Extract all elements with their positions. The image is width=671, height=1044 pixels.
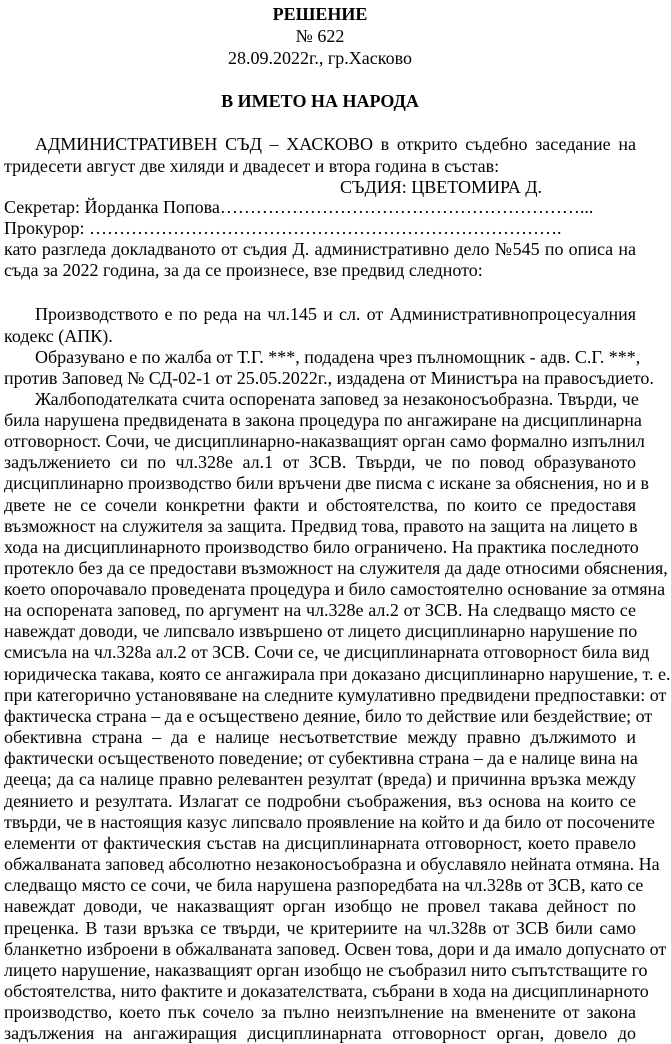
body-line: протекло без да се предостави възможност на служителя да даде относими обяснения,	[4, 558, 668, 578]
decision-title: РЕШЕНИЕ	[272, 4, 368, 24]
body-line: била нарушена предвидената в закона процедура по ангажиране на дисциплинарна	[4, 410, 642, 430]
decision-date-place: 28.09.2022г., гр.Хасково	[228, 48, 412, 68]
body-line: обжалваната заповед абсолютно незаконосъобразна и обуславяло нейната отмяна. На	[4, 854, 660, 874]
intro-line: АДМИНИСТРАТИВЕН СЪД – ХАСКОВО в открито съдебно заседание на	[35, 134, 636, 154]
body-line: следващо място се сочи, че била нарушена разпоредбата на чл.328в от ЗСВ, като се	[4, 875, 644, 895]
body-line: твърди, че в настоящия казус липсвало проявление на който и да било от посочените	[4, 812, 655, 832]
body-line: Жалбоподателката счита оспорената заповед за незаконосъобразна. Твърди, че	[35, 389, 639, 409]
body-line: навеждат доводи, че липсвало извършено от лицето дисциплинарно нарушение по	[4, 621, 638, 641]
body-line: задължението си по чл.328е ал.1 от ЗСВ. Твърди, че по повод образуваното	[4, 452, 636, 472]
body-line: елементи от фактическия състав на дисциплинарната отговорност, което правело	[4, 833, 636, 853]
secretary-line: Секретар: Йорданка Попова……………………………………………………...	[4, 197, 594, 217]
body-line: бланкетно изброени в обжалваната заповед. Освен това, дори и да имало допуснато от	[4, 939, 667, 959]
judge-line: СЪДИЯ: ЦВЕТОМИРА Д.	[340, 177, 543, 197]
body-line: деянието и резултата. Излагат се подробни съображения, въз основа на които се	[4, 791, 636, 811]
body-line: при категорично установяване на следните кумулативно предвидени предпоставки: от	[4, 685, 667, 705]
intro-line: съда за 2022 година, за да се произнесе, взе предвид следното:	[4, 260, 483, 280]
body-line: отговорност. Сочи, че дисциплинарно-наказващият орган само формално изпълнил	[4, 431, 645, 451]
intro-line: като разгледа докладваното от съдия Д. административно дело №545 по описа на	[4, 239, 636, 259]
body-line: лицето нарушение, наказващият орган изобщо не съобразил нито съпътстващите го	[4, 960, 648, 980]
body-line: против Заповед № СД-02-1 от 25.05.2022г., издадена от Министъра на правосъдието.	[4, 368, 654, 388]
intro-line: тридесети август две хиляди и двадесет и втора година в състав:	[4, 156, 500, 176]
body-line: задължения на ангажиращия дисциплинарната отговорност орган, довело до	[4, 1023, 636, 1043]
body-line: фактически осъщественото поведение; от субективна страна – да е налице вина на	[4, 748, 638, 768]
body-line: дисциплинарно производство били връчени две писма с искане за обяснения, но и в	[4, 473, 649, 493]
body-line: Образувано е по жалба от Т.Г. ***, подадена чрез пълномощник - адв. С.Г. ***,	[35, 347, 641, 367]
body-line: преценка. В тази връзка се твърди, че критериите на чл.328в от ЗСВ били само	[4, 918, 636, 938]
in-the-name-heading: В ИМЕТО НА НАРОДА	[221, 91, 419, 111]
body-line: възможност на служителя за защита. Предвид това, правото на защита на лицето в	[4, 516, 638, 536]
body-line: Производството е по реда на чл.145 и сл. от Административнопроцесуалния	[35, 304, 636, 324]
body-line: на оспорената заповед, по аргумент на чл.328е ал.2 от ЗСВ. На следващо място се	[4, 600, 636, 620]
body-line: което опорочавало проведената процедура и било самостоятелно основание за отмяна	[4, 579, 666, 599]
prosecutor-line: Прокурор: …………………………………………………………………….	[4, 218, 562, 238]
body-line: юридическа такава, която се ангажирала при доказано дисциплинарно нарушение, т. е.	[4, 664, 671, 684]
body-line: навеждат доводи, че наказващият орган изобщо не провел такава дейност по	[4, 896, 636, 916]
body-line: хода на дисциплинарното производство било ограничено. На практика последното	[4, 537, 639, 557]
decision-number: № 622	[295, 26, 345, 46]
body-line: смисъла на чл.328а ал.2 от ЗСВ. Сочи се, че дисциплинарната отговорност била вид	[4, 642, 650, 662]
body-line: обективна страна – да е налице несъответствие между правно дължимото и	[4, 727, 636, 747]
body-line: производство, което пък сочело за пълно неизпълнение на вменените от закона	[4, 1002, 636, 1022]
body-line: дееца; да са налице правно релевантен резултат (вреда) и причинна връзка между	[4, 769, 636, 789]
body-line: обстоятелства, нито фактите и доказателствата, събрани в хода на дисциплинарното	[4, 981, 649, 1001]
body-line: кодекс (АПК).	[4, 326, 113, 346]
body-line: фактическа страна – да е осъществено деяние, било то действие или бездействие; от	[4, 706, 653, 726]
body-line: двете не се сочели конкретни факти и обстоятелства, по които се предоставя	[4, 495, 636, 515]
